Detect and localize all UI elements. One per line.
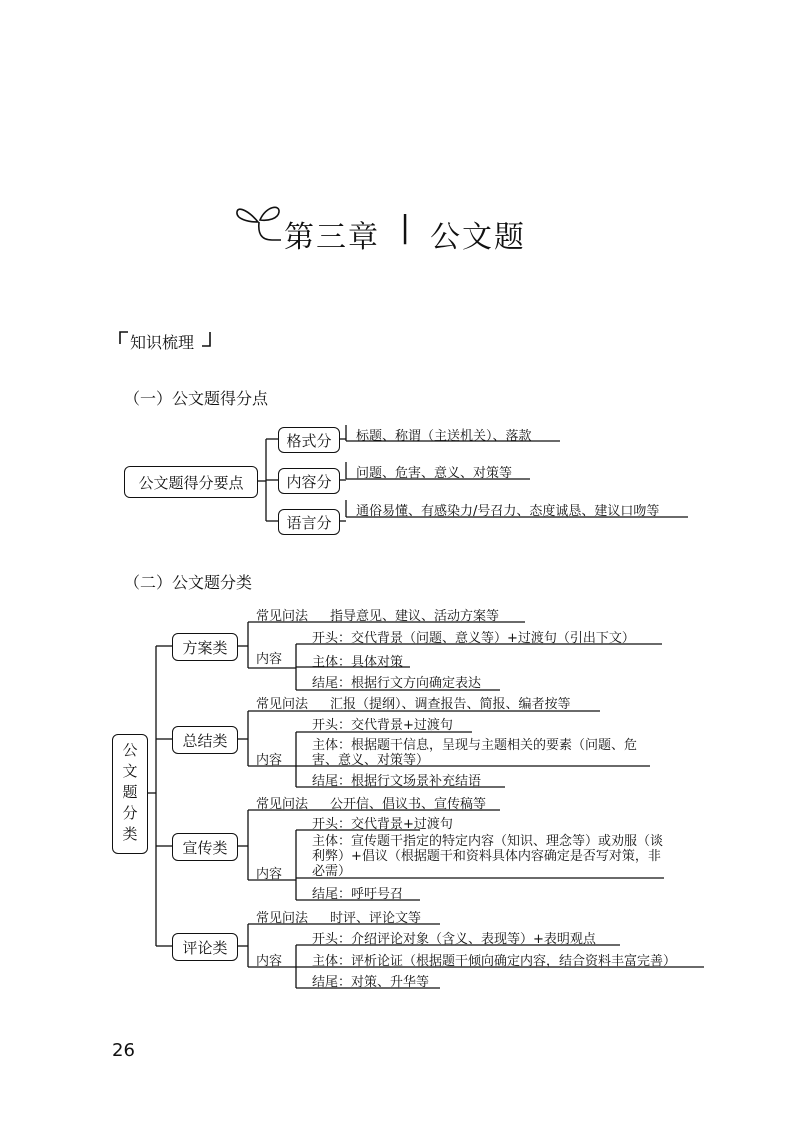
category-node-publicity: 宣传类 bbox=[172, 833, 238, 861]
part1-heading: （一）公文题得分点 bbox=[124, 389, 269, 408]
publicity-content-start: 开头：交代背景+过渡句 bbox=[312, 817, 453, 832]
category-node-summary: 总结类 bbox=[172, 726, 238, 754]
score-node-content: 内容分 bbox=[278, 468, 340, 494]
summary-content-label: 内容 bbox=[256, 753, 283, 768]
section-heading: 知识梳理 bbox=[130, 333, 195, 352]
commentary-common-label: 常见问法 bbox=[256, 911, 309, 926]
summary-content-body: 主体：根据题干信息，呈现与主题相关的要素（问题、危害、意义、对策等） bbox=[312, 738, 638, 768]
chapter-number: 第三章 bbox=[284, 220, 380, 255]
plan-content-label: 内容 bbox=[256, 652, 283, 667]
plan-content-body: 主体：具体对策 bbox=[312, 655, 404, 670]
category-node-commentary: 评论类 bbox=[172, 933, 238, 961]
score-node-format: 格式分 bbox=[278, 427, 340, 453]
sprout-icon bbox=[237, 207, 281, 240]
title-separator: | bbox=[400, 210, 413, 245]
plan-content-end: 结尾：根据行文方向确定表达 bbox=[312, 676, 482, 691]
commentary-common: 时评、评论文等 bbox=[330, 911, 422, 926]
plan-common: 指导意见、建议、活动方案等 bbox=[330, 609, 500, 624]
part2-root-node: 公文题分类 bbox=[112, 734, 148, 854]
commentary-content-end: 结尾：对策、升华等 bbox=[312, 975, 430, 990]
commentary-content-label: 内容 bbox=[256, 954, 283, 969]
page-number: 26 bbox=[112, 1040, 135, 1061]
chapter-title: 公文题 bbox=[430, 220, 526, 255]
plan-content-start: 开头：交代背景（问题、意义等）+过渡句（引出下文） bbox=[312, 631, 635, 646]
score-detail-language: 通俗易懂、有感染力/号召力、态度诚恳、建议口吻等 bbox=[356, 504, 660, 519]
score-detail-content: 问题、危害、意义、对策等 bbox=[356, 466, 513, 481]
plan-common-label: 常见问法 bbox=[256, 609, 309, 624]
publicity-content-label: 内容 bbox=[256, 867, 283, 882]
publicity-content-body: 主体：宣传题干指定的特定内容（知识、理念等）或劝服（谈利弊）+倡议（根据题干和资料具体内容确定是否写对策，非必需） bbox=[312, 834, 664, 879]
score-detail-format: 标题、称谓（主送机关）、落款 bbox=[356, 429, 532, 444]
summary-content-start: 开头：交代背景+过渡句 bbox=[312, 718, 453, 733]
part1-root-node: 公文题得分要点 bbox=[124, 466, 258, 498]
part2-heading: （二）公文题分类 bbox=[124, 573, 253, 592]
score-node-language: 语言分 bbox=[278, 509, 340, 535]
publicity-common-label: 常见问法 bbox=[256, 797, 309, 812]
summary-common-label: 常见问法 bbox=[256, 697, 309, 712]
publicity-common: 公开信、倡议书、宣传稿等 bbox=[330, 797, 487, 812]
publicity-content-end: 结尾：呼吁号召 bbox=[312, 887, 404, 902]
commentary-content-body: 主体：评析论证（根据题干倾向确定内容，结合资料丰富完善） bbox=[312, 954, 677, 969]
category-node-plan: 方案类 bbox=[172, 633, 238, 661]
summary-content-end: 结尾：根据行文场景补充结语 bbox=[312, 774, 482, 789]
commentary-content-start: 开头：介绍评论对象（含义、表现等）+表明观点 bbox=[312, 932, 596, 947]
summary-common: 汇报（提纲）、调查报告、简报、编者按等 bbox=[330, 697, 571, 712]
